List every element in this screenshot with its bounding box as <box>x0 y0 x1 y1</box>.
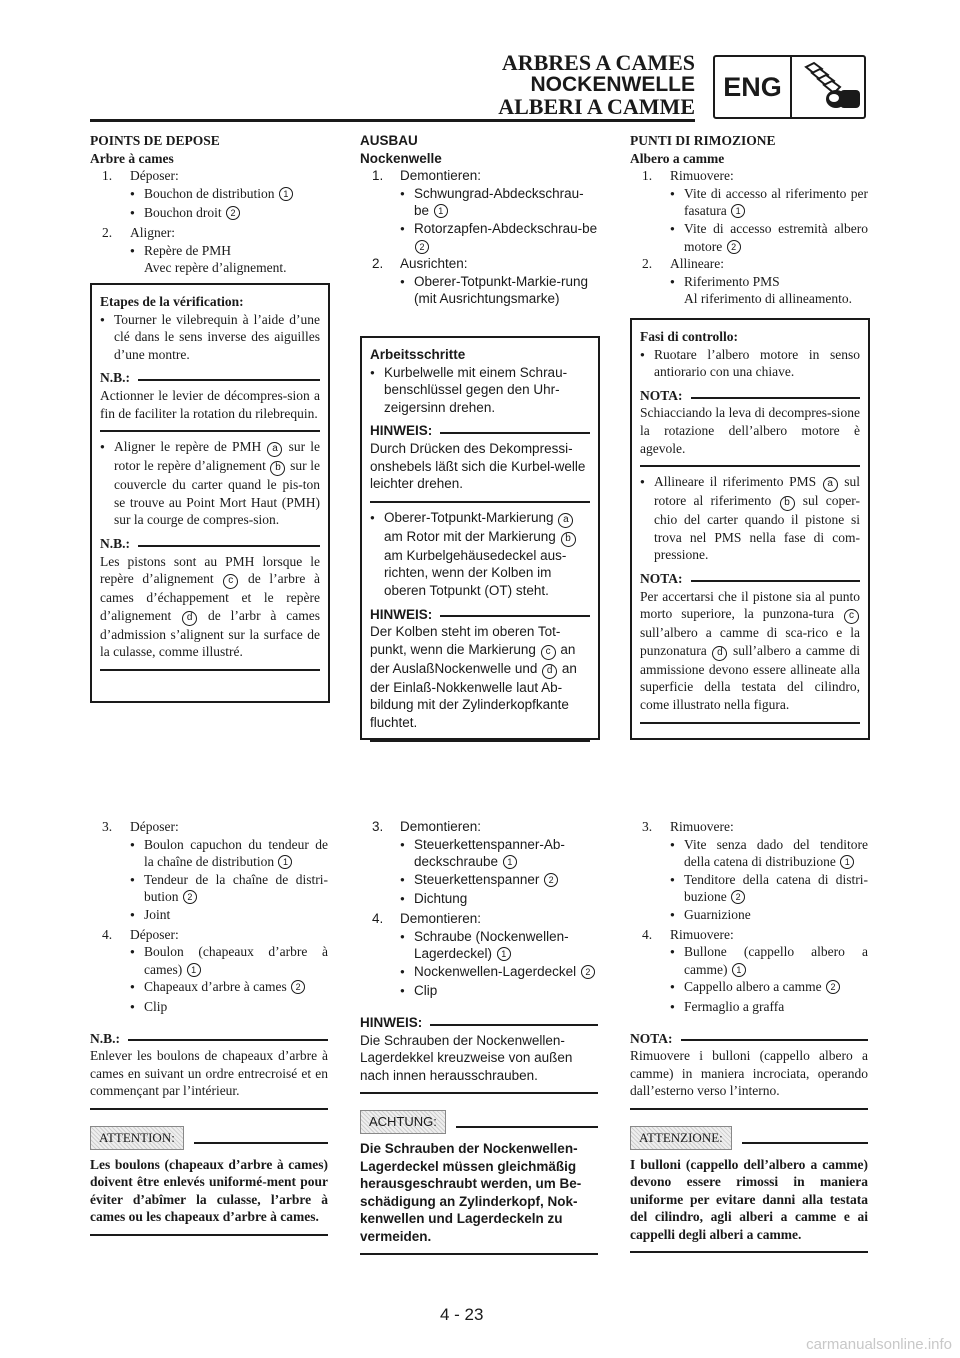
de-warning-text: Die Schrauben der Nockenwellen-Lagerdeckel müssen gleichmäßig herausgeschraubt werden, um Be-schädigung an Zylinderkopf, Nok-kenwellen und Lagerdeckeln zu vermeiden. <box>360 1140 582 1244</box>
bullet-icon <box>130 185 144 205</box>
bullet-icon <box>670 836 684 871</box>
it-note-3: NOTA: <box>630 1030 868 1048</box>
it-box-item-2: ● Allineare il riferimento PMS a sul rotore al riferimento b sul coper-chio del carter quando il pistone si trova nel PMS nella fase di com-pressione. <box>640 473 860 564</box>
fr-warning-text: Les boulons (chapeaux d’arbre à cames) doivent être enlevés uniformé-ment pour éviter d’abîmer la culasse, l’arbre à cames ou les chapeaux d’arbre à cames. <box>90 1156 328 1225</box>
de-step-2-item-1: ● Oberer-Totpunkt-Markie-rung (mit Ausrichtungsmarke) <box>360 273 598 308</box>
de-note-1-text: Durch Drücken des Dekompressi-onshebels läßt sich die Kurbel-welle leichter drehen. <box>370 440 586 492</box>
header-rule <box>90 119 695 122</box>
de-step-3: 3. Demontieren: <box>372 819 482 834</box>
de-step-1: 1. Demontieren: <box>372 168 482 184</box>
bullet-icon <box>400 185 414 220</box>
fr-note-3-text: Enlever les boulons de chapeaux d’arbre à cames en suivant un ordre entrecroisé et en commençant par l’intérieur. <box>90 1048 328 1099</box>
camshaft-icon <box>792 59 864 115</box>
fr-step-4-item-3: ● Clip <box>90 998 328 1018</box>
watermark: carmanualsonline.info <box>806 1336 952 1353</box>
fr-step-3-item-3: ● Joint <box>90 906 328 926</box>
it-step-3-item-1: ● Vite senza dado del tenditore della catena di distribuzione 1 <box>630 836 868 871</box>
callout-marker: 2 <box>291 980 305 994</box>
callout-marker: 2 <box>415 240 429 254</box>
section-title <box>498 52 695 118</box>
callout-marker: c <box>541 645 556 660</box>
bullet-icon <box>130 906 144 926</box>
de-warning: ACHTUNG: <box>360 1110 598 1134</box>
callout-marker: 1 <box>497 947 511 961</box>
callout-marker: b <box>780 496 795 511</box>
bullet-icon <box>130 871 144 906</box>
fr-step-3-item-2: ● Tendeur de la chaîne de distri-bution 2 <box>90 871 328 906</box>
it-top <box>630 132 868 308</box>
de-step-4-item-1: ● Schraube (Nockenwellen-Lagerdeckel) 1 <box>360 928 598 963</box>
it-heading2: Albero a camme <box>630 150 725 166</box>
callout-marker: 1 <box>732 963 746 977</box>
fr-box-item-2: ● Aligner le repère de PMH a sur le rotor le repère d’alignement b sur le couvercle du carter quand le pis-ton se trouve au Point Mort Haut (PMH) sur la courge de compres-sion. <box>100 438 320 529</box>
callout-marker: d <box>712 646 727 661</box>
bullet-icon <box>400 963 414 983</box>
it-bottom <box>630 818 868 1253</box>
callout-marker: 1 <box>840 855 854 869</box>
callout-marker: a <box>823 477 838 492</box>
page-number: 4 - 23 <box>440 1305 484 1324</box>
de-note-1: HINWEIS: <box>370 422 590 440</box>
bullet-icon <box>670 185 684 220</box>
it-step-4-item-3: ● Fermaglio a graffa <box>630 998 868 1018</box>
fr-note-1-text: Actionner le levier de décompres-sion a fin de faciliter la rotation du rilebrequin. <box>100 387 320 421</box>
it-check-box <box>630 318 870 740</box>
de-box-title: Arbeitsschritte <box>370 347 466 362</box>
bullet-icon <box>400 928 414 963</box>
it-step-3-item-3: ● Guarnizione <box>630 906 868 926</box>
it-heading1: PUNTI DI RIMOZIONE <box>630 133 776 148</box>
bullet-icon <box>670 943 684 978</box>
de-note-2-text: Der Kolben steht im oberen Tot-punkt, wenn die Markierung c an der AuslaßNockenwelle und d an der Einlaß-Nokkenwelle laut Ab-bildung mit der Zylinderkopfkante fluchtet. <box>370 624 577 730</box>
de-step-3-item-2: ● Steuerkettenspanner 2 <box>360 871 598 891</box>
fr-note-2-text: Les pistons sont au PMH lorsque le repère d’alignement c de l’arbre à cames d’échappement et le repère d’alignement d de l’arbr à cames d’admission s’alignent sur la surface de la culasse, comme illustré. <box>100 553 321 660</box>
bullet-icon <box>670 871 684 906</box>
bullet-icon <box>100 438 114 529</box>
bullet-icon <box>670 998 684 1018</box>
de-heading2: Nockenwelle <box>360 150 442 166</box>
callout-marker: 2 <box>544 873 558 887</box>
callout-marker: c <box>844 609 859 624</box>
fr-step-3: 3. Déposer: <box>102 819 179 834</box>
section-badge-label: ENG <box>715 57 792 117</box>
it-box-item-1: ● Ruotare l’albero motore in senso antiorario con una chiave. <box>640 346 860 381</box>
it-warning: ATTENZIONE: <box>630 1126 868 1150</box>
fr-step-4: 4. Déposer: <box>102 926 179 942</box>
it-box-title: Fasi di controllo: <box>640 329 739 344</box>
callout-marker: 2 <box>727 240 741 254</box>
de-box-item-2: ● Oberer-Totpunkt-Markierung a am Rotor mit der Markierung b am Kurbelgehäusedeckel aus-richten, wenn der Kolben im oberen Totpunkt (OT) steht. <box>370 509 590 600</box>
marker-1: 1 <box>279 187 293 201</box>
section-badge <box>713 55 866 119</box>
it-step-2: 2. Allineare: <box>642 256 724 272</box>
de-step-4-item-3: ● Clip <box>360 982 598 1002</box>
callout-marker: c <box>223 574 238 589</box>
it-note-3-text: Rimuovere i bulloni (cappello albero a camme) in maniera incrociata, operando dall’esterno verso l’interno. <box>630 1048 868 1099</box>
bullet-icon <box>670 220 684 255</box>
bullet-icon <box>400 836 414 871</box>
bullet-icon <box>400 890 414 910</box>
de-note-3: HINWEIS: <box>360 1014 598 1032</box>
callout-marker: 2 <box>731 890 745 904</box>
it-note-2: NOTA: <box>640 570 860 588</box>
fr-step-1-item-1: ● Bouchon de distribution 1 <box>90 185 328 205</box>
bullet-icon <box>670 273 684 308</box>
callout-marker: d <box>542 664 557 679</box>
fr-note-1: N.B.: <box>100 369 320 387</box>
bullet-icon <box>670 906 684 926</box>
de-note-2: HINWEIS: <box>370 606 590 624</box>
title-de: NOCKENWELLE <box>530 73 695 96</box>
de-step-2: 2. Ausrichten: <box>372 256 468 272</box>
fr-step-2: 2. Aligner: <box>102 224 175 240</box>
de-step-1-item-1: ● Schwungrad-Abdeckschrau-be 1 <box>360 185 598 220</box>
fr-note-3: N.B.: <box>90 1030 328 1048</box>
it-step-1-item-2: ● Vite di accesso estremità albero motore 2 <box>630 220 868 255</box>
it-step-3: 3. Rimuovere: <box>642 819 734 834</box>
fr-step-1-item-2: ● Bouchon droit 2 <box>90 204 328 224</box>
it-step-1: 1. Rimuovere: <box>642 168 734 184</box>
bullet-icon <box>370 364 384 417</box>
de-box-item-1: ● Kurbelwelle mit einem Schrau-benschlüssel gegen den Uhr-zeigersinn drehen. <box>370 364 590 417</box>
bullet-icon <box>130 836 144 871</box>
callout-marker: a <box>267 442 282 457</box>
bullet-icon <box>400 871 414 891</box>
fr-note-2: N.B.: <box>100 535 320 553</box>
bullet-icon <box>400 982 414 1002</box>
fr-bottom <box>90 818 328 1236</box>
fr-top <box>90 132 328 277</box>
fr-heading1: POINTS DE DEPOSE <box>90 133 220 148</box>
de-step-4-item-2: ● Nockenwellen-Lagerdeckel 2 <box>360 963 598 983</box>
de-step-4: 4. Demontieren: <box>372 910 482 926</box>
fr-box-title: Etapes de la vérification: <box>100 294 244 309</box>
de-top <box>360 132 598 308</box>
it-step-4-item-1: ● Bullone (cappello albero a camme) 1 <box>630 943 868 978</box>
de-heading1: AUSBAU <box>360 133 418 148</box>
fr-step-3-item-1: ● Boulon capuchon du tendeur de la chaîne de distribution 1 <box>90 836 328 871</box>
callout-marker: 2 <box>183 890 197 904</box>
title-fr: ARBRES A CAMES <box>501 50 695 75</box>
bullet-icon <box>130 204 144 224</box>
it-step-2-item-1: ● Riferimento PMS Al riferimento di allineamento. <box>630 273 868 308</box>
title-it: ALBERI A CAMME <box>498 94 695 119</box>
callout-marker: 1 <box>731 204 745 218</box>
fr-warning: ATTENTION: <box>90 1126 328 1150</box>
bullet-icon <box>400 273 414 308</box>
de-step-3-item-3: ● Dichtung <box>360 890 598 910</box>
it-note-2-text: Per accertarsi che il pistone sia al punto morto superiore, la punzona-tura c sull’albero a camme di sca-rico e la punzonatura d sull’albero a camme di ammissione devono essere allineate alla superficie della testata del cilindro, come illustrato nella figura. <box>640 588 861 712</box>
de-step-1-item-2: ● Rotorzapfen-Abdeckschrau-be 2 <box>360 220 598 255</box>
fr-heading2: Arbre à cames <box>90 150 174 166</box>
it-warning-text: I bulloni (cappello dell’albero a camme) devono essere rimossi in maniera uniforme per evitare danni alla testata del cilindro, agli alberi a camme e ai cappelli degli alberi a camme. <box>630 1156 868 1242</box>
it-note-1-text: Schiacciando la leva di decompres-sione la rotazione dell’albero motore è agevole. <box>640 405 860 456</box>
callout-marker: 2 <box>826 980 840 994</box>
callout-marker: 1 <box>278 855 292 869</box>
de-step-3-item-1: ● Steuerkettenspanner-Ab-deckschraube 1 <box>360 836 598 871</box>
bullet-icon <box>130 242 144 277</box>
it-note-1: NOTA: <box>640 387 860 405</box>
fr-check-box <box>90 283 330 703</box>
callout-marker: 1 <box>187 963 201 977</box>
callout-marker: d <box>182 611 197 626</box>
bullet-icon <box>640 473 654 564</box>
bullet-icon <box>100 311 114 364</box>
bullet-icon <box>400 220 414 255</box>
bullet-icon <box>370 509 384 600</box>
callout-marker: b <box>561 532 576 547</box>
callout-marker: 2 <box>581 965 595 979</box>
fr-step-1: 1. Déposer: <box>102 168 179 184</box>
fr-step-2-item-1: ● Repère de PMH Avec repère d’alignement. <box>90 242 328 277</box>
de-note-3-text: Die Schrauben der Nockenwellen-Lagerdekkel kreuzweise von außen nach innen herausschrauben. <box>360 1032 573 1083</box>
it-step-1-item-1: ● Vite di accesso al riferimento per fasatura 1 <box>630 185 868 220</box>
callout-marker: 1 <box>503 855 517 869</box>
callout-marker: 1 <box>434 204 448 218</box>
it-step-3-item-2: ● Tenditore della catena di distri-buzione 2 <box>630 871 868 906</box>
callout-marker: b <box>270 461 285 476</box>
bullet-icon <box>670 978 684 998</box>
de-check-box <box>360 336 600 740</box>
fr-step-4-item-2: ● Chapeaux d’arbre à cames 2 <box>90 978 328 998</box>
bullet-icon <box>130 998 144 1018</box>
it-step-4: 4. Rimuovere: <box>642 926 734 942</box>
bullet-icon <box>640 346 654 381</box>
fr-box-item-1: ● Tourner le vilebrequin à l’aide d’une clé dans le sens inverse des aiguilles d’une montre. <box>100 311 320 364</box>
it-step-4-item-2: ● Cappello albero a camme 2 <box>630 978 868 998</box>
marker-2: 2 <box>226 206 240 220</box>
bullet-icon <box>130 978 144 998</box>
bullet-icon <box>130 943 144 978</box>
fr-step-4-item-1: ● Boulon (chapeaux d’arbre à cames) 1 <box>90 943 328 978</box>
callout-marker: a <box>558 513 573 528</box>
de-bottom <box>360 818 598 1255</box>
